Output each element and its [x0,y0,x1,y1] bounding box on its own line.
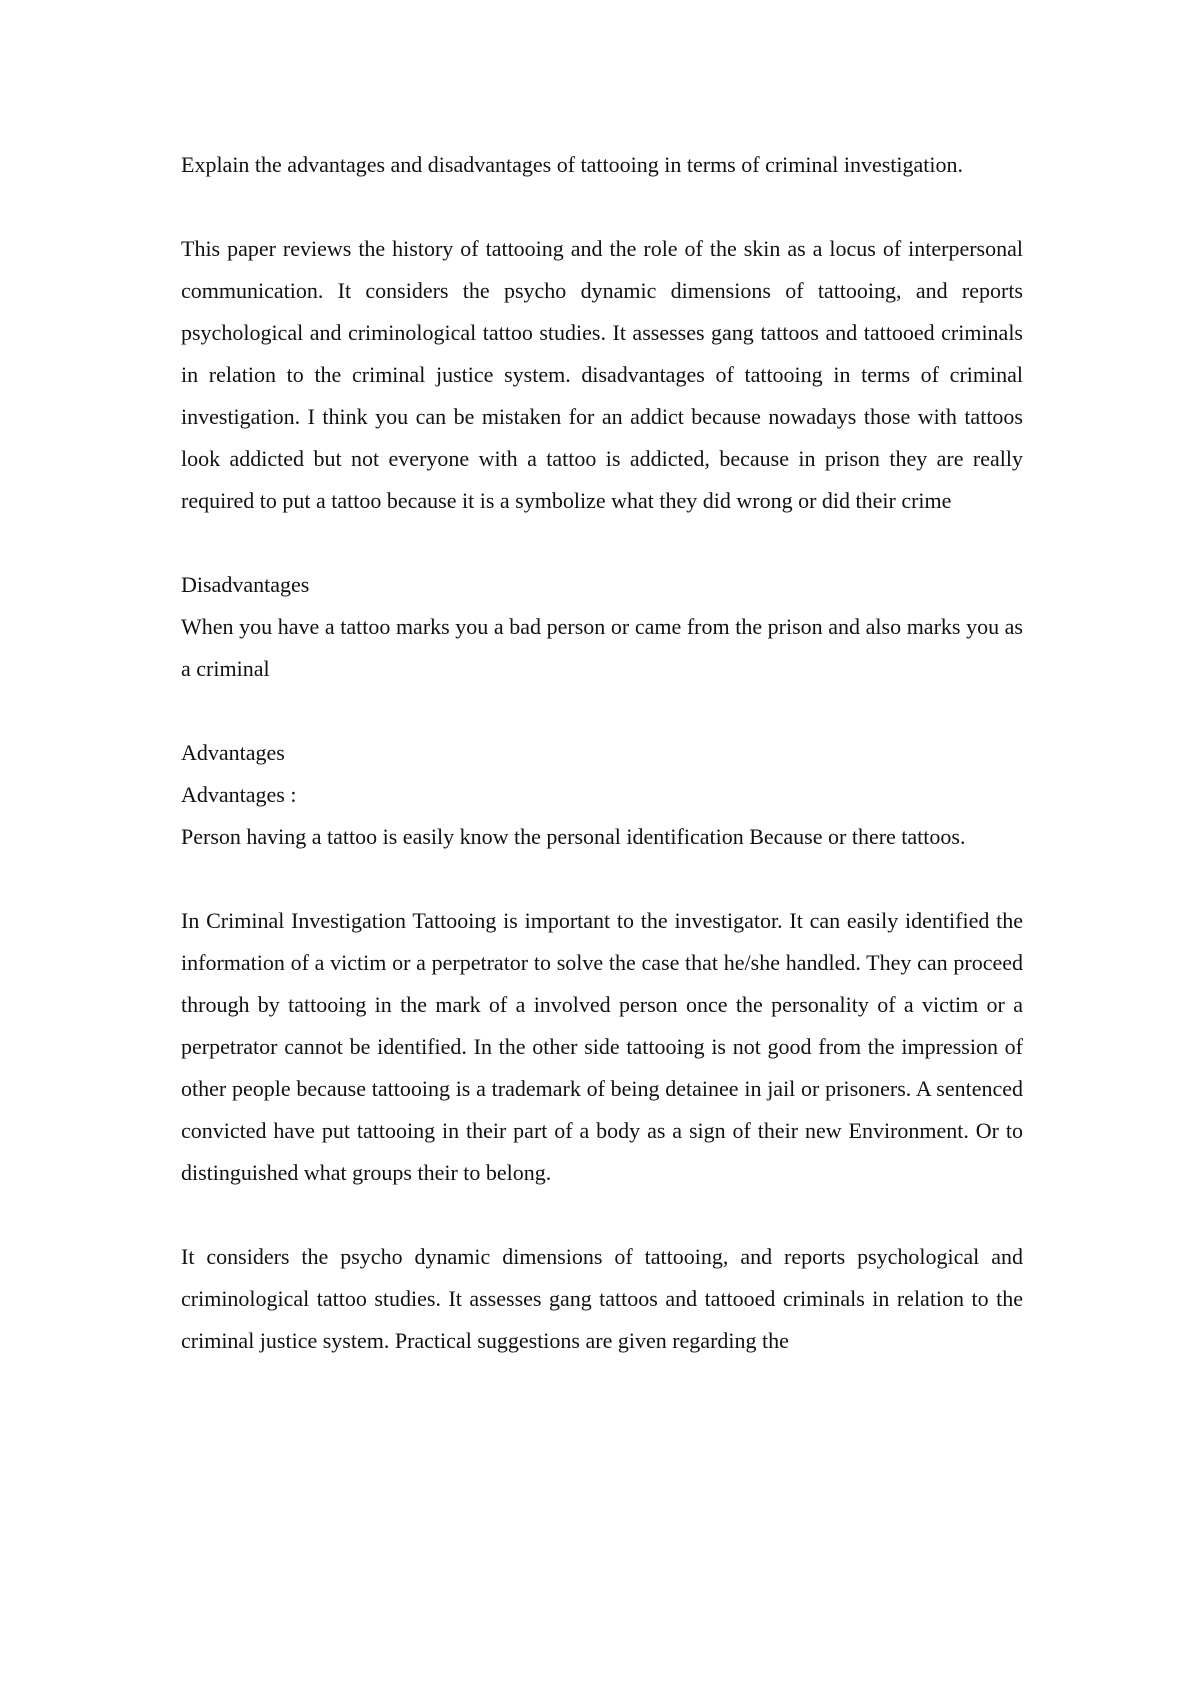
advantages-subheading: Advantages : [181,782,297,807]
closing-paragraph: It considers the psycho dynamic dimensions of tattooing, and reports psychological and criminological tattoo studies. It assesses gang tattoos and tattooed criminals in relation to the criminal justice system. Practical suggestions are given regarding the [181,1244,1023,1353]
disadvantages-section [181,564,1023,690]
disadvantages-heading: Disadvantages [181,572,310,597]
question-paragraph: Explain the advantages and disadvantages of tattooing in terms of criminal investigation. [181,152,964,177]
investigation-paragraph: In Criminal Investigation Tattooing is important to the investigator. It can easily identified the information of a victim or a perpetrator to solve the case that he/she handled. They can proceed through by tattooing in the mark of a involved person once the personality of a victim or a perpetrator cannot be identified. In the other side tattooing is not good from the impression of other people because tattooing is a trademark of being detainee in jail or prisoners. A sentenced convicted have put tattooing in their part of a body as a sign of their new Environment. Or to distinguished what groups their to belong. [181,908,1023,1185]
advantages-heading: Advantages [181,740,285,765]
document-page [181,144,1023,1362]
disadvantages-text: When you have a tattoo marks you a bad person or came from the prison and also marks you as a criminal [181,614,1023,681]
advantages-text: Person having a tattoo is easily know the personal identification Because or there tattoos. [181,824,966,849]
advantages-section [181,732,1023,858]
intro-paragraph: This paper reviews the history of tattooing and the role of the skin as a locus of interpersonal communication. It considers the psycho dynamic dimensions of tattooing, and reports psychological and criminological tattoo studies. It assesses gang tattoos and tattooed criminals in relation to the criminal justice system. disadvantages of tattooing in terms of criminal investigation. I think you can be mistaken for an addict because nowadays those with tattoos look addicted but not everyone with a tattoo is addicted, because in prison they are really required to put a tattoo because it is a symbolize what they did wrong or did their crime [181,236,1023,513]
